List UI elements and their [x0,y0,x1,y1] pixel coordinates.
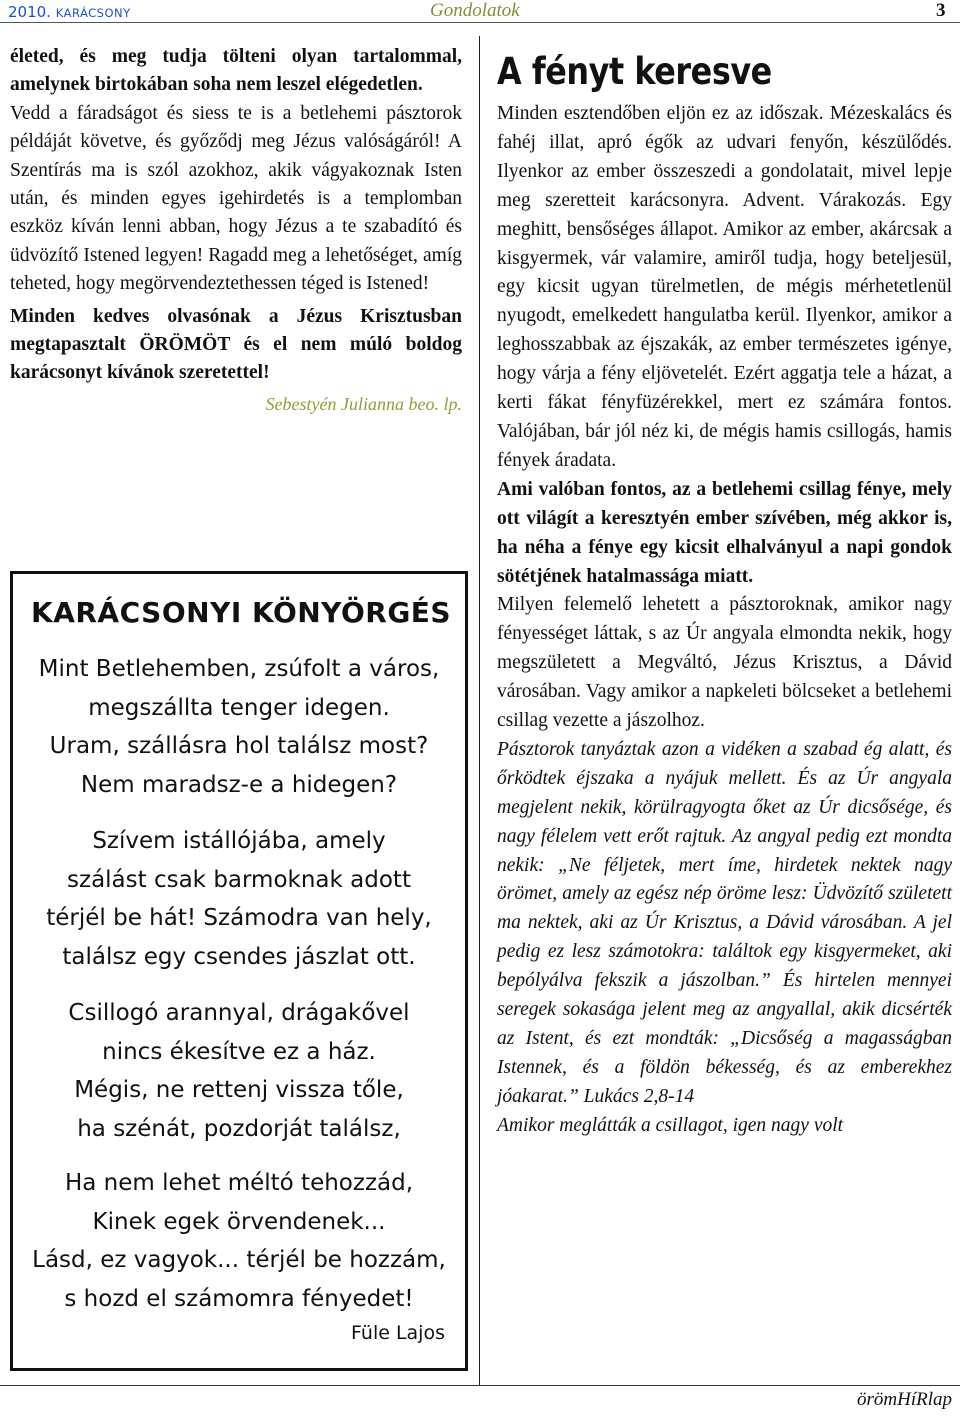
column-divider [479,36,480,1386]
article-paragraph-5: Amikor meglátták a csillagot, igen nagy volt [497,1114,844,1136]
poem-author: Füle Lajos [351,1322,445,1344]
header-year: 2010. [8,3,51,21]
left-paragraph-3: Minden kedves olvasónak a Jézus Krisztusban megtapasztalt ÖRÖMÖT és el nem múló boldog karácsonyt kívánok szeretettel! [10,305,462,384]
article-title: A fényt keresve [497,50,772,93]
poem-box [10,571,468,1371]
poem-stanza-3: Csillogó arannyal, drágakővel nincs ékesítve ez a ház. Mégis, ne rettenj vissza tőle, ha szénát, pozdorját találsz, [68,1000,410,1142]
footer-rule [0,1385,960,1386]
article-quote: Pásztorok tanyáztak azon a vidéken a szabad ég alatt, és őrködtek éjszaka a nyájuk mellett. És az Úr angyala megjelent nekik, körülragyogta őket az Úr dicsősége, és nagy félelem vett erőt rajtuk. Az angyal pedig ezt mondta nekik: „Ne féljetek, mert íme, hirdetek nektek nagy örömet, amely az egész nép öröme lesz: Üdvözítő született ma nektek, aki az Úr Krisztus, a Dávid városában. A jel pedig ez lesz számotokra: találtok egy kisgyermeket, aki bepólyálva fekszik a jászolban.” És hirtelen mennyei seregek sokasága jelent meg az angyallal, akik dicsérték az Istent, és ezt mondták: „Dicsőség a magasságban Istennek, és a földön békesség, és az emberekhez jóakarat.” Lukács 2,8-14 [497,738,952,1107]
left-paragraph-1: életed, és meg tudja tölteni olyan tartalommal, amelynek birtokában soha nem leszel elégedetlen. [10,46,462,96]
header-issue [8,3,131,21]
article-paragraph-1: Minden esztendőben eljön ez az időszak. Mézeskalács és fahéj illat, apró égők az udvari fenyőn, készülődés. Ilyenkor az ember összeszedi a gondolatait, mivel lepje meg szeretteit karácsonyra. Advent. Várakozás. Egy meghitt, bensőséges állapot. Amikor az ember, akárcsak a kisgyermek, vár valamire, amiről tudja, hogy beteljesül, egy kicsit ugyan türelmetlen, de mégis mérhetetlenül nyugodt, emelkedett hangulatba kerül. Ilyenkor, amikor a leghosszabbak az éjszakák, az ember természetes igénye, hogy várja a fény eljövetelét. Ezért aggatja tele a házat, a kerti fákat fényfüzérekkel, mert ez számára fontos. Valójában, bár jól néz ki, de mégis hamis csillogás, hamis fények áradata. [497,103,952,471]
article-paragraph-3: Milyen felemelő lehetett a pásztoroknak, amikor nagy fényességet láttak, s az Úr angyala elmondta nekik, hogy megszületett a Megváltó, Jézus Krisztus, a Dávid városában. Vagy amikor a napkeleti bölcseket a betlehemi csillag vezette a jászolhoz. [497,594,952,732]
poem-stanza-2: Szívem istállójába, amely szálást csak barmoknak adott térjél be hát! Számodra van hely, találsz egy csendes jászlat ott. [46,828,432,970]
poem-title: KARÁCSONYI KÖNYÖRGÉS [31,596,452,629]
page-header [0,0,960,22]
header-rule [0,22,960,23]
header-magazine: Gondolatok [430,0,520,21]
left-paragraph-2: Vedd a fáradságot és siess te is a betlehemi pásztorok példáját követve, és győződj meg Jézus valóságáról! A Szentírás ma is szól azokhoz, akik vágyakoznak Isten után, és minden egyes igehirdetés is a templomban eszköz kíván lenni abban, hogy Jézus a te szabadító és üdvözítő Istened legyen! Ragadd meg a lehetőséget, amíg teheted, hogy megörvendeztethessen téged is Istened! [10,102,462,295]
left-column [10,43,462,418]
page-number: 3 [936,0,946,21]
right-column [497,48,952,1141]
article-paragraph-2: Ami valóban fontos, az a betlehemi csillag fénye, mely ott világít a keresztyén ember szívében, még akkor is, ha néha a fénye egy kicsit elhalványul a napi gondok sötétjének hatalmassága miatt. [497,478,952,587]
poem-stanza-4: Ha nem lehet méltó tehozzád, Kinek egek örvendenek... Lásd, ez vagyok... térjél be hozzám, s hozd el számomra fényedet! [32,1170,446,1312]
signature: Sebestyén Julianna beo. lp. [265,393,462,414]
header-section: KARÁCSONY [55,6,131,20]
poem-stanza-1: Mint Betlehemben, zsúfolt a város, megszállta tenger idegen. Uram, szállásra hol találsz most? Nem maradsz-e a hidegen? [38,656,440,798]
footer-brand: örömHíRlap [857,1389,952,1410]
